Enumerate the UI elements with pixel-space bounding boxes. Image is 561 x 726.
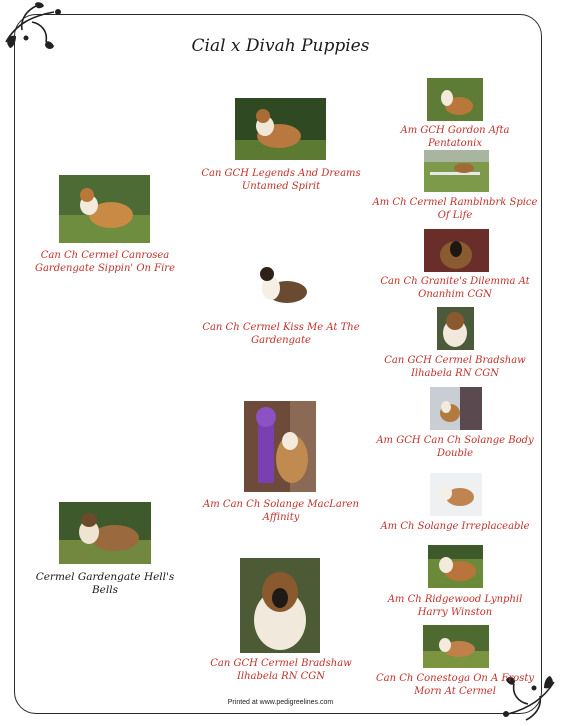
gen3-name: Am Ch Solange Irreplaceable xyxy=(380,521,530,532)
gen3-name: Can GCH Cermel Bradshaw Ilhabela RN CGN xyxy=(384,355,526,379)
dog-photo xyxy=(428,545,483,588)
dog-photo xyxy=(430,387,482,430)
dog-photo xyxy=(424,229,489,272)
gen3-name: Am GCH Gordon Afta Pentatonix xyxy=(400,125,510,149)
dog-photo xyxy=(244,401,316,492)
gen1-sire-name: Can Ch Cermel Canrosea Gardengate Sippin' On Fire xyxy=(34,250,176,274)
page-title: Cial x Divah Puppies xyxy=(191,36,370,56)
dog-photo xyxy=(240,558,320,653)
dog-photo xyxy=(251,262,311,310)
gen3-name: Am GCH Can Ch Solange Body Double xyxy=(376,435,534,459)
dog-photo xyxy=(424,150,489,192)
dog-photo xyxy=(437,307,474,350)
gen2-name: Can GCH Legends And Dreams Untamed Spirit xyxy=(201,168,361,192)
gen3-name: Can Ch Granite's Dilemma At Onanhim CGN xyxy=(380,276,530,300)
gen3-name: Am Ch Ridgewood Lynphil Harry Winston xyxy=(387,594,523,618)
dog-photo xyxy=(427,78,483,121)
gen2-name: Can Ch Cermel Kiss Me At The Gardengate xyxy=(202,322,360,346)
gen2-name: Am Can Ch Solange MacLaren Affinity xyxy=(203,499,359,523)
gen2-name: Can GCH Cermel Bradshaw Ilhabela RN CGN xyxy=(210,658,352,682)
dog-photo xyxy=(235,98,326,160)
gen1-dam-name: Cermel Gardengate Hell's Bells xyxy=(35,571,175,596)
dog-photo xyxy=(423,625,489,668)
gen3-name: Can Ch Conestoga On A Frosty Morn At Cermel xyxy=(375,673,534,697)
dog-photo xyxy=(59,502,151,564)
dog-photo xyxy=(59,175,150,243)
dog-photo xyxy=(430,473,482,516)
footer-credit: Printed at www.pedigreelines.com xyxy=(227,699,334,706)
gen3-name: Am Ch Cermel Ramblnbrk Spice Of Life xyxy=(372,197,538,221)
